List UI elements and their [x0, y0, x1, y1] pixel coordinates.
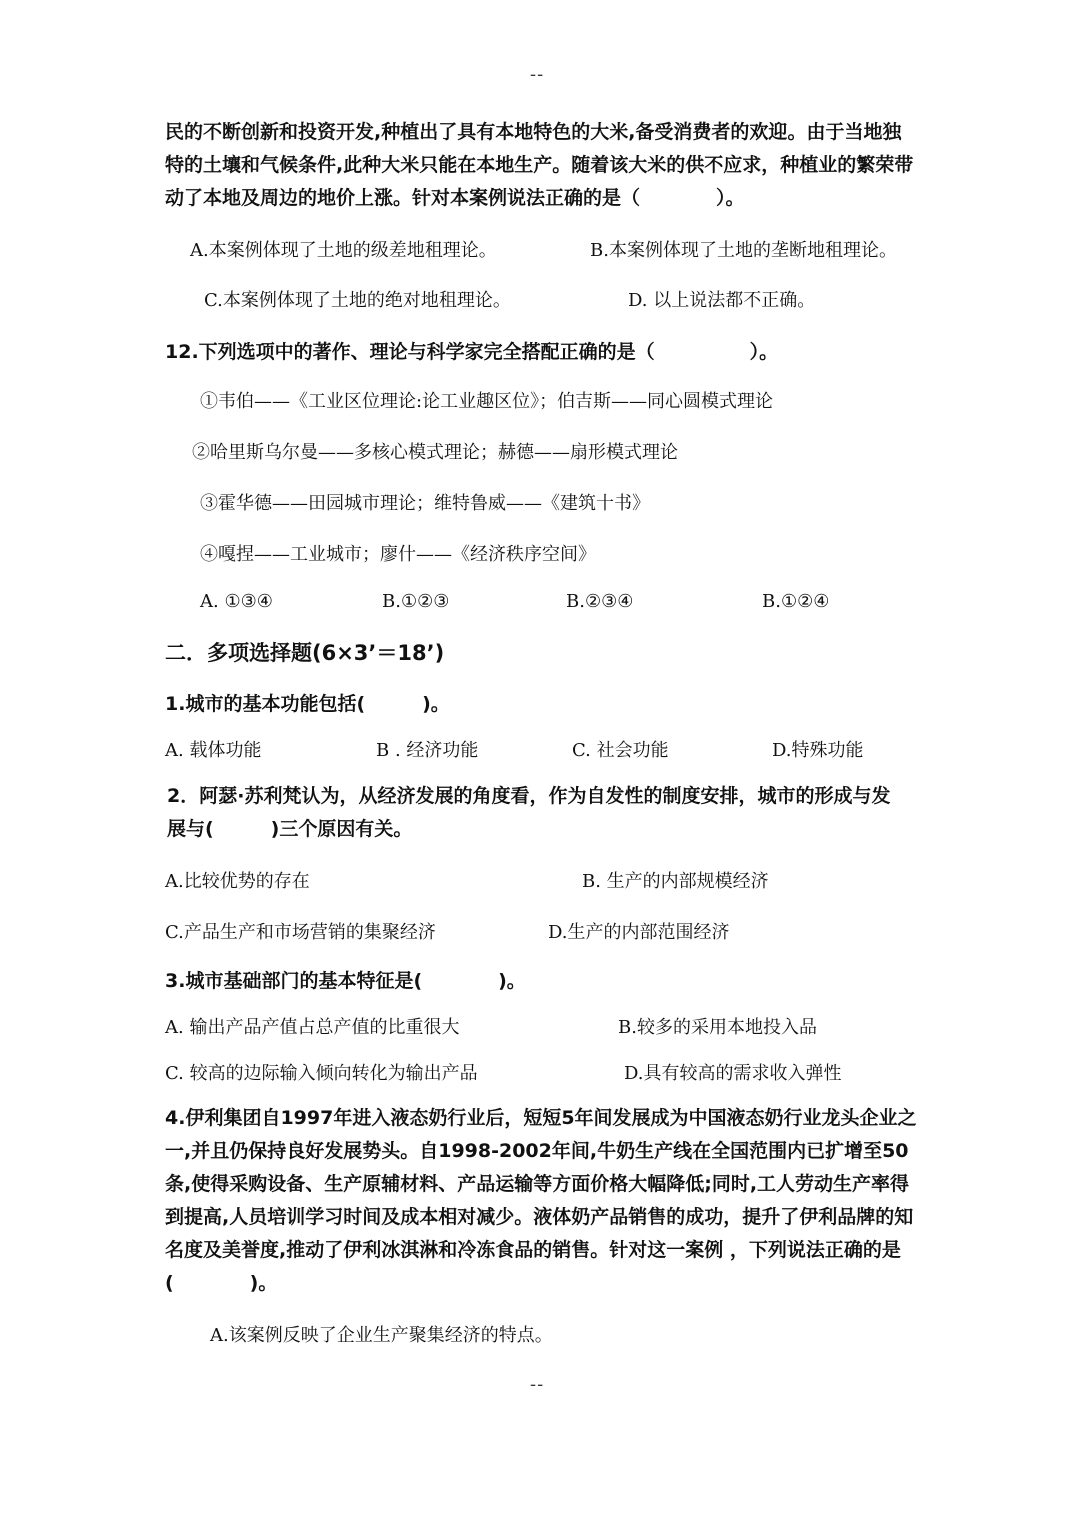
m2-line: 展与( )三个原因有关。 [167, 818, 413, 840]
q12-item-2: ②哈里斯乌尔曼——多核心模式理论；赫德——扇形模式理论 [192, 442, 678, 463]
q12-option-b[interactable]: B.①②③ [382, 591, 450, 612]
section-2-heading: 二．多项选择题(6×3’＝18’) [165, 641, 445, 665]
q11-text [165, 116, 925, 215]
m3-stem: 3.城市基础部门的基本特征是( )。 [165, 970, 526, 992]
q12-option-c[interactable]: B.②③④ [566, 591, 634, 612]
q12-stem: 12.下列选项中的著作、理论与科学家完全搭配正确的是（ ）。 [165, 341, 779, 363]
page-top-marker: -- [530, 64, 545, 85]
m1-option-d[interactable]: D.特殊功能 [772, 740, 864, 761]
m1-option-c[interactable]: C. 社会功能 [572, 740, 669, 761]
q12-item-4: ④嘎捏——工业城市；廖什——《经济秩序空间》 [200, 544, 596, 565]
m4-line: 条,使得采购设备、生产原辅材料、产品运输等方面价格大幅降低;同时,工人劳动生产率得 [165, 1173, 910, 1195]
q11-option-c[interactable]: C.本案例体现了土地的绝对地租理论。 [204, 290, 511, 311]
m4-option-a[interactable]: A.该案例反映了企业生产聚集经济的特点。 [210, 1325, 553, 1346]
m3-option-d[interactable]: D.具有较高的需求收入弹性 [624, 1063, 842, 1084]
m4-text [165, 1102, 925, 1300]
m3-option-c[interactable]: C. 较高的边际输入倾向转化为输出产品 [165, 1063, 478, 1084]
q11-line: 特的土壤和气候条件,此种大米只能在本地生产。随着该大米的供不应求，种植业的繁荣带 [165, 154, 914, 176]
m1-option-a[interactable]: A. 载体功能 [165, 740, 262, 761]
m4-line: 4.伊利集团自1997年进入液态奶行业后，短短5年间发展成为中国液态奶行业龙头企业之 [165, 1107, 917, 1129]
q12-option-a[interactable]: A. ①③④ [200, 591, 273, 612]
q12-item-3: ③霍华德——田园城市理论；维特鲁威——《建筑十书》 [200, 493, 650, 514]
m2-line: 2．阿瑟·苏利梵认为，从经济发展的角度看，作为自发性的制度安排，城市的形成与发 [167, 785, 891, 807]
m3-option-a[interactable]: A. 输出产品产值占总产值的比重很大 [165, 1017, 460, 1038]
m4-line: 名度及美誉度,推动了伊利冰淇淋和冷冻食品的销售。针对这一案例 ，下列说法正确的是 [165, 1239, 901, 1261]
q11-line: 动了本地及周边的地价上涨。针对本案例说法正确的是（ ）。 [165, 187, 745, 209]
q11-option-b[interactable]: B.本案例体现了土地的垄断地租理论。 [590, 240, 897, 261]
q11-option-a[interactable]: A.本案例体现了土地的级差地租理论。 [190, 240, 497, 261]
m2-text [167, 780, 927, 846]
page-bottom-marker: -- [530, 1374, 545, 1395]
q12-item-1: ①韦伯——《工业区位理论:论工业趣区位》；伯吉斯——同心圆模式理论 [200, 391, 774, 412]
m3-option-b[interactable]: B.较多的采用本地投入品 [618, 1017, 817, 1038]
q11-option-d[interactable]: D. 以上说法都不正确。 [628, 290, 816, 311]
m4-line: 到提高,人员培训学习时间及成本相对减少。液体奶产品销售的成功，提升了伊利品牌的知 [165, 1206, 914, 1228]
m2-option-d[interactable]: D.生产的内部范围经济 [548, 922, 730, 943]
q11-line: 民的不断创新和投资开发,种植出了具有本地特色的大米,备受消费者的欢迎。由于当地独 [165, 121, 902, 143]
m1-stem: 1.城市的基本功能包括( )。 [165, 693, 450, 715]
m2-option-a[interactable]: A.比较优势的存在 [165, 871, 310, 892]
m2-option-c[interactable]: C.产品生产和市场营销的集聚经济 [165, 922, 436, 943]
m2-option-b[interactable]: B. 生产的内部规模经济 [582, 871, 769, 892]
m4-line: ( )。 [165, 1272, 278, 1294]
q12-option-d[interactable]: B.①②④ [762, 591, 830, 612]
m4-line: 一,并且仍保持良好发展势头。自1998-2002年间,牛奶生产线在全国范围内已扩增至50 [165, 1140, 909, 1162]
m1-option-b[interactable]: B . 经济功能 [376, 740, 479, 761]
